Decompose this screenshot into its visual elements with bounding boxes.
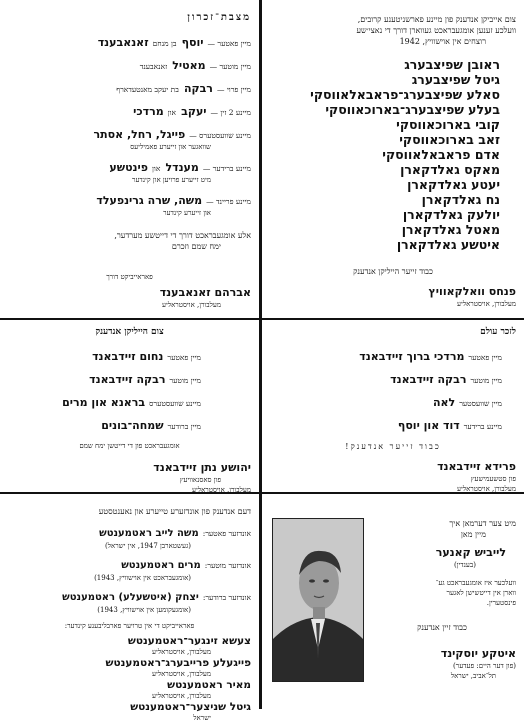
memorial-box-top-right (262, 0, 524, 318)
children-list (8, 635, 251, 723)
honoree-name: לייביש קאנער (435, 546, 506, 559)
note-line: אומגעבראכט פון די דייטשן ימח שמם (79, 442, 180, 450)
list-item: ראובן שפיצבערג (404, 57, 500, 72)
entry-extra: און (152, 164, 161, 173)
eternal-line: פאראייביקט דורך (106, 273, 153, 281)
entry-name: נחום זיידבאנד (92, 350, 164, 363)
honor-line: כבוד זיין אנדענק (417, 623, 467, 632)
entry-extra: און זייערע קינדער (163, 209, 211, 217)
entry-sub: (געשטארבן 1947, אין ישראל) (105, 542, 191, 550)
entry-name: מרים ראטמענטש (121, 560, 201, 571)
signer-place: תל־אביב, ישראל (450, 672, 496, 680)
entry-label: מיין פרוי — (216, 85, 251, 94)
signer-place: מעלבורן, אויסטראליע (457, 485, 516, 493)
entry-extra: און (167, 108, 177, 117)
memorial-box-bottom-right (366, 494, 524, 709)
list-item: בעלע שפיצבערג־בארוכאווסקי (325, 102, 500, 117)
signer-name: יהושע נתן זיידבאנד (153, 461, 251, 474)
names-list (270, 57, 516, 252)
entry-name: רבקה זיידבאנד (89, 373, 166, 386)
text-line: ווארן אין דייטשישן לאגער (446, 589, 516, 597)
entry-label: מיין ברודער (167, 422, 201, 431)
entries-list (270, 345, 516, 433)
child-place: מעלבורן, אויסטראליע (152, 692, 211, 700)
honor-line: כבוד זייער הייליקן אנדענק (353, 267, 433, 276)
signer-origin: פון סטשעמישעץ (470, 475, 516, 483)
intro-line: דעם אנדענק פון אונדזערע טייערע און נאענטסטע (98, 507, 251, 516)
intro-line-2: מיין מאן (460, 530, 486, 539)
entry-extra: בת יעקב מאנטעדארף (116, 85, 179, 94)
child-name: פייגעלע פרייבערג־ראטמענטש (105, 657, 251, 669)
entry-surname: זאנאבענד (97, 36, 149, 49)
entry-name: רבקה (183, 82, 213, 95)
entries-list (8, 521, 251, 615)
signer-name: פנחס וואלקאוויץ (428, 285, 516, 298)
entry-sub: (אומגעקומען אין אוישוויץ, 1943) (97, 606, 191, 614)
entry-label: מיינע ברידער (463, 422, 502, 431)
portrait-photo (272, 518, 364, 682)
entry-sub: (אומגעבראכט אין אוישוויץ, 1943) (94, 574, 191, 582)
entry-label: אונדזער מוטער: (204, 561, 251, 570)
intro-line: מיט צער דערמאן איך (449, 519, 516, 528)
entry-name: יוסף (181, 36, 204, 49)
eternal-line: פאראייביקט די אין טרויער פארבליבענע קינדער: (64, 622, 195, 630)
entry-label: מיין מוטער (169, 376, 201, 385)
list-item: זאב בארוכאווסקי (399, 132, 500, 147)
entry-name: משה לייב ראטמענטש (99, 528, 199, 539)
entry-name: יצחק (איטשעלע) ראטמענטש (62, 592, 199, 603)
entry-label: מיין מוטער (470, 376, 502, 385)
entry-name: מענדל (165, 161, 199, 174)
entry-name: פייגל, רחל, אסתר (93, 128, 186, 141)
entry-name: שמחה־בונים (101, 419, 164, 432)
entry-label: מיינע 2 זין — (210, 108, 251, 117)
memorial-box-bottom-left (0, 494, 259, 722)
entry-surname: פינטשע (109, 161, 149, 174)
list-item: יעטע גאלדקארן (407, 177, 500, 192)
list-item: סאלע שפיצבערג־פראבאלאווסקי (310, 87, 500, 102)
entry-name: מאטיל (172, 59, 206, 72)
honoree-origin: (בענדין) (453, 561, 476, 569)
signer-origin: פון סאסנאוויעץ (179, 476, 221, 484)
portrait-figure-icon (273, 519, 363, 681)
intro-text (270, 14, 516, 47)
memorial-box-mid-left (0, 320, 259, 492)
child-name: גיטל שניצער־ראטמענטש (130, 701, 251, 713)
entry-label: אונדזער ברודער: (202, 593, 251, 602)
signer-name: פרידא זיידבאנד (437, 460, 516, 473)
entries-list (8, 31, 251, 218)
entry-label: מיין פאטער (167, 353, 201, 362)
entry-extra: בן מנחם (152, 39, 177, 48)
entry-label: אונדזער פאטער: (202, 529, 251, 538)
entries-list (8, 345, 251, 433)
intro-line: צום אייביקן אנדענק פון מיינע פארשניטענע קרובים, (357, 15, 516, 24)
entry-surname: זאנאבענד (139, 62, 168, 71)
list-item: נח גאלדקארן (421, 192, 500, 207)
entry-name: דוד און יוסף (397, 419, 460, 432)
entry-name: בראנא און מרים (62, 396, 146, 409)
entry-name: מרדכי ברוך זיידבאנד (359, 350, 465, 363)
intro-line: וועלכע זענען אומגעבראכט געווארן דורך די נאצי׳שע (356, 26, 516, 35)
child-place: מעלבורן, אויסטראליע (152, 648, 211, 656)
signer-name: אברהם זאנאבענד (159, 286, 251, 299)
entry-label: מיינע פריינד — (206, 197, 251, 206)
signer-name: איטקע יוסקינד (440, 647, 516, 660)
closing-line-2: ימח שמם וזכרם (171, 242, 221, 251)
entry-label: מיינע שוועסטערס — (189, 131, 251, 140)
entry-extra: מיט זייערע פרויען און קינדער (132, 176, 211, 184)
memorial-box-top-left (0, 0, 259, 318)
entry-extra: שוואגער און זייערע פאמיליעס (130, 143, 211, 151)
signer-place: מעלבורן, אויסטראליע (162, 301, 221, 309)
signer-origin: (פון דער היים: פעדער) (453, 662, 516, 670)
entry-label: מיינע שוועסטערס (149, 399, 201, 408)
list-item: קובי בארוכאווסקי (396, 117, 500, 132)
entry-name: משה, שרה גרינפעלד (96, 194, 203, 207)
text-line: פינסטערין. (486, 599, 516, 607)
signer-place: מעלבורן, אויסטראליע (192, 486, 251, 494)
list-item: יולעק גאלדקארן (402, 207, 500, 222)
child-name: מאיר ראטמענטש (167, 679, 251, 691)
entry-label: מיין פאטער — (207, 39, 251, 48)
list-item: אדם פראבאלאווסקי (382, 147, 500, 162)
box-title: מצבת־זכרון (187, 12, 251, 23)
child-place: מעלבורן, אויסטראליע (152, 670, 211, 678)
child-name: צעשא זינגער־ראטמענטש (127, 635, 251, 647)
entry-surname: מרדכי (133, 105, 164, 118)
entry-label: מיינע ברידער — (202, 164, 251, 173)
list-item: גיטל שפיצבערג (411, 72, 500, 87)
entry-label: מיין פאטער (468, 353, 502, 362)
box-title: צום הייליקן אנדענק (95, 327, 164, 337)
text-line: וועלכער איז אומגעבראכט גע־ (435, 579, 516, 587)
child-place: ישראל (193, 714, 211, 722)
box-title: לזכר עולם (480, 327, 516, 337)
signer-place: מעלבורן, אויסטראליע (457, 300, 516, 308)
entry-label: מיין מוטער — (209, 62, 251, 71)
memorial-box-mid-right (262, 320, 524, 492)
list-item: מאקס גאלדקארן (400, 162, 500, 177)
honor-line: כבוד זייער אנדענק! (345, 442, 441, 451)
closing-line: אלע אומגעבראכט דורך די דייטשע מערדער, (114, 231, 251, 240)
intro-line: רוצחים אין אוישוויץ, 1942 (399, 37, 486, 46)
entry-name: לאה (432, 396, 456, 409)
honoree-text (368, 578, 516, 608)
entry-label: מיין שוועסטער (459, 399, 502, 408)
entry-name: יעקב (181, 105, 207, 118)
entry-name: רבקה זיידבאנד (390, 373, 467, 386)
list-item: מאטל גאלדקארן (401, 222, 500, 237)
list-item: איטשע גאלדקארן (396, 237, 500, 252)
